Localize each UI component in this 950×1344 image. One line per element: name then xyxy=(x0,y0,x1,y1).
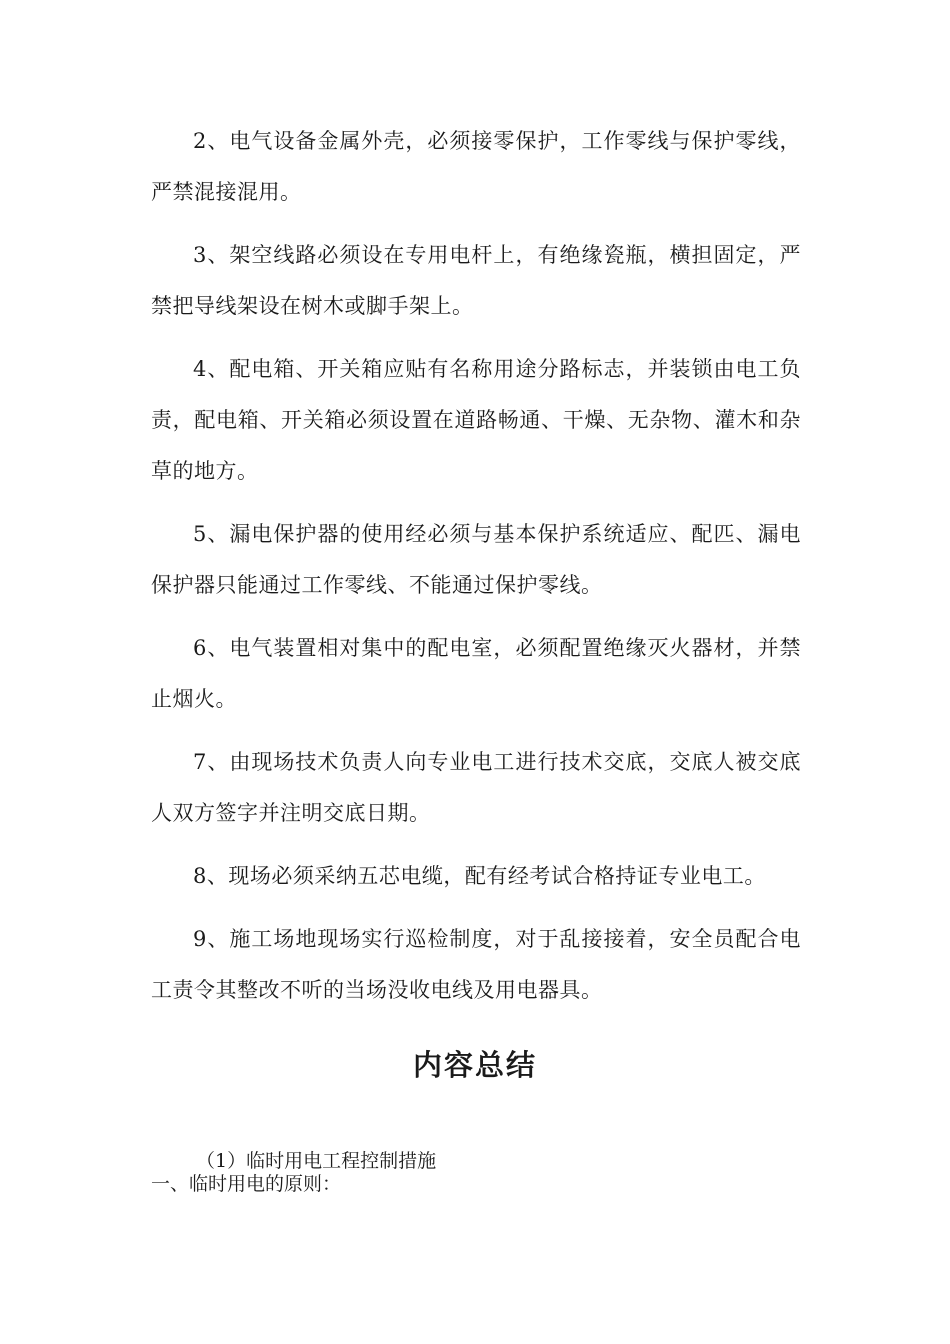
body-text xyxy=(151,116,801,1028)
paragraph-item-5: 5、漏电保护器的使用经必须与基本保护系统适应、配匹、漏电保护器只能通过工作零线、不能通过保护零线。 xyxy=(151,522,801,597)
paragraph-item-4: 4、配电箱、开关箱应贴有名称用途分路标志，并装锁由电工负责，配电箱、开关箱必须设置在道路畅通、干燥、无杂物、灌木和杂草的地方。 xyxy=(151,357,801,483)
paragraph-item-7: 7、由现场技术负责人向专业电工进行技术交底，交底人被交底人双方签字并注明交底日期。 xyxy=(151,750,801,825)
paragraph-item-2: 2、电气设备金属外壳，必须接零保护，工作零线与保护零线，严禁混接混用。 xyxy=(151,129,801,204)
summary-line: 一、临时用电的原则： xyxy=(151,1173,342,1195)
summary-subtitle: （1）临时用电工程控制措施 xyxy=(196,1150,437,1172)
paragraph-item-6: 6、电气装置相对集中的配电室，必须配置绝缘灭火器材，并禁止烟火。 xyxy=(151,636,801,711)
paragraph-item-8: 8、现场必须采纳五芯电缆，配有经考试合格持证专业电工。 xyxy=(193,864,766,888)
summary-title: 内容总结 xyxy=(412,1048,537,1082)
paragraph-item-3: 3、架空线路必须设在专用电杆上，有绝缘瓷瓶，横担固定，严禁把导线架设在树木或脚手架上。 xyxy=(151,243,801,318)
paragraph-item-9: 9、施工场地现场实行巡检制度，对于乱接接着，安全员配合电工责令其整改不听的当场没收电线及用电器具。 xyxy=(151,927,801,1002)
